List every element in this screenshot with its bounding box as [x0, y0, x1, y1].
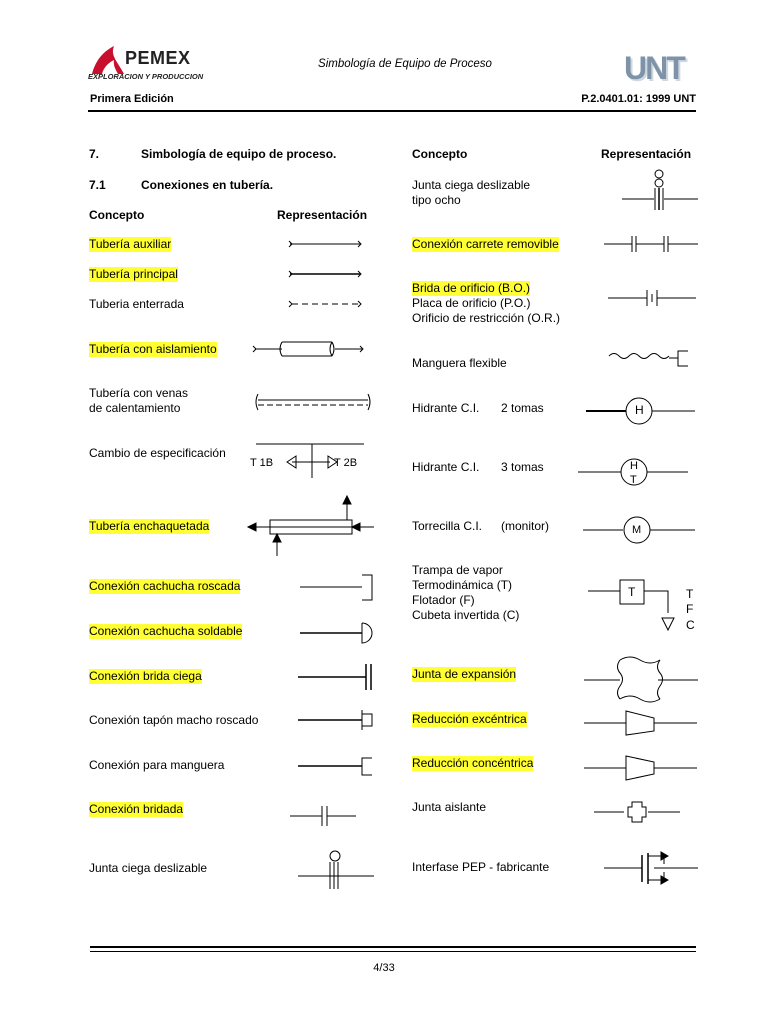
heat-traced-pipe-symbol	[256, 394, 370, 410]
left-item: Tubería enchaquetada	[89, 519, 210, 533]
flexible-hose-symbol	[609, 351, 688, 366]
right-concept-header: Concepto	[412, 147, 468, 161]
left-item: Tubería con aislamiento	[89, 342, 217, 356]
right-item: Reducción concéntrica	[412, 756, 534, 770]
subsection-number: 7.1	[89, 178, 106, 192]
left-item: Tuberia enterrada	[89, 297, 184, 311]
trap-box-label: T	[628, 585, 636, 599]
right-representation-header: Representación	[601, 147, 692, 161]
spec-change-right-label: T 2B	[334, 457, 358, 469]
document-title: Simbología de Equipo de Proceso	[318, 58, 492, 70]
hydrant-3-bottom-label: T	[630, 474, 637, 486]
left-representation-header: Representación	[277, 208, 368, 222]
left-item: Junta ciega deslizable	[89, 861, 208, 875]
right-item-extra: 3 tomas	[501, 460, 544, 474]
right-item-extra: (monitor)	[501, 519, 550, 533]
eccentric-reducer-symbol	[584, 711, 697, 735]
left-item: Tubería auxiliar	[89, 237, 172, 251]
left-item: Conexión bridada	[89, 802, 184, 816]
left-item: Conexión cachucha roscada	[89, 579, 241, 593]
right-item: Conexión carrete removible	[412, 237, 559, 251]
right-item-extra: Placa de orificio (P.O.) Orificio de restricción (O.R.)	[412, 296, 561, 325]
footer-rule	[90, 946, 696, 948]
company-subtitle: EXPLORACION Y PRODUCCION	[88, 72, 204, 81]
right-item: Junta ciega deslizable tipo ocho	[412, 178, 531, 207]
unt-logo-text: UNT	[624, 50, 684, 86]
right-item: Torrecilla C.I.	[412, 519, 483, 533]
right-item: Hidrante C.I.	[412, 460, 480, 474]
footer-rule-thin	[90, 951, 696, 952]
removable-spool-symbol	[604, 236, 698, 252]
slip-blind-symbol	[298, 851, 374, 889]
hydrant-2-label: H	[635, 403, 644, 417]
company-name: PEMEX	[125, 48, 191, 68]
right-item: Manguera flexible	[412, 356, 507, 370]
right-item: Reducción excéntrica	[412, 712, 527, 726]
document-code: P.2.0401.01: 1999 UNT	[581, 93, 696, 105]
pep-interface-symbol	[604, 852, 698, 884]
insulated-pipe-symbol	[253, 342, 363, 356]
auxiliary-pipe-symbol	[289, 241, 361, 247]
left-item: Conexión para manguera	[89, 758, 225, 772]
main-pipe-symbol	[289, 271, 361, 277]
page-number: 4/33	[373, 962, 395, 974]
left-concept-header: Concepto	[89, 208, 145, 222]
blind-flange-symbol	[298, 664, 371, 690]
jacketed-pipe-symbol	[248, 496, 374, 556]
left-item: Tubería principal	[89, 267, 178, 281]
left-item: Conexión cachucha soldable	[89, 624, 243, 638]
concentric-reducer-symbol	[584, 756, 697, 780]
monitor-label: M	[632, 524, 642, 536]
left-item: Cambio de especificación	[89, 446, 226, 460]
left-item: Conexión tapón macho roscado	[89, 713, 259, 727]
trap-type-t: T	[686, 587, 694, 601]
figure-eight-blind-symbol	[622, 170, 698, 210]
trap-type-c: C	[686, 618, 695, 632]
insulating-joint-symbol	[594, 802, 680, 822]
edition: Primera Edición	[90, 93, 174, 105]
right-item: Junta de expansión	[412, 667, 517, 681]
section-number: 7.	[89, 147, 100, 161]
section-title: Simbología de equipo de proceso.	[141, 147, 337, 161]
threaded-cap-symbol	[300, 575, 372, 600]
flanged-connection-symbol	[290, 806, 356, 826]
right-item: Trampa de vapor Termodinámica (T) Flotador (F) Cubeta invertida (C)	[412, 563, 520, 622]
right-item: Brida de orificio (B.O.)	[412, 281, 531, 295]
subsection-title: Conexiones en tubería.	[141, 178, 274, 192]
welded-cap-symbol	[300, 623, 372, 643]
left-item: Tubería con venas de calentamiento	[89, 386, 188, 415]
hydrant-3-top-label: H	[630, 460, 638, 472]
unt-logo	[622, 50, 700, 86]
right-item: Interfase PEP - fabricante	[412, 860, 550, 874]
orifice-flange-symbol	[608, 290, 696, 306]
right-item: Hidrante C.I.	[412, 401, 480, 415]
left-item: Conexión brida ciega	[89, 669, 202, 683]
spec-change-left-label: T 1B	[250, 457, 274, 469]
trap-type-f: F	[686, 602, 694, 616]
header-rule	[88, 110, 696, 112]
pemex-logo	[88, 44, 213, 86]
threaded-plug-symbol	[298, 710, 372, 730]
buried-pipe-symbol	[289, 301, 361, 307]
hose-connection-symbol	[298, 758, 372, 775]
expansion-joint-symbol	[584, 657, 698, 702]
right-item-extra: 2 tomas	[501, 401, 544, 415]
right-item: Junta aislante	[412, 800, 487, 814]
